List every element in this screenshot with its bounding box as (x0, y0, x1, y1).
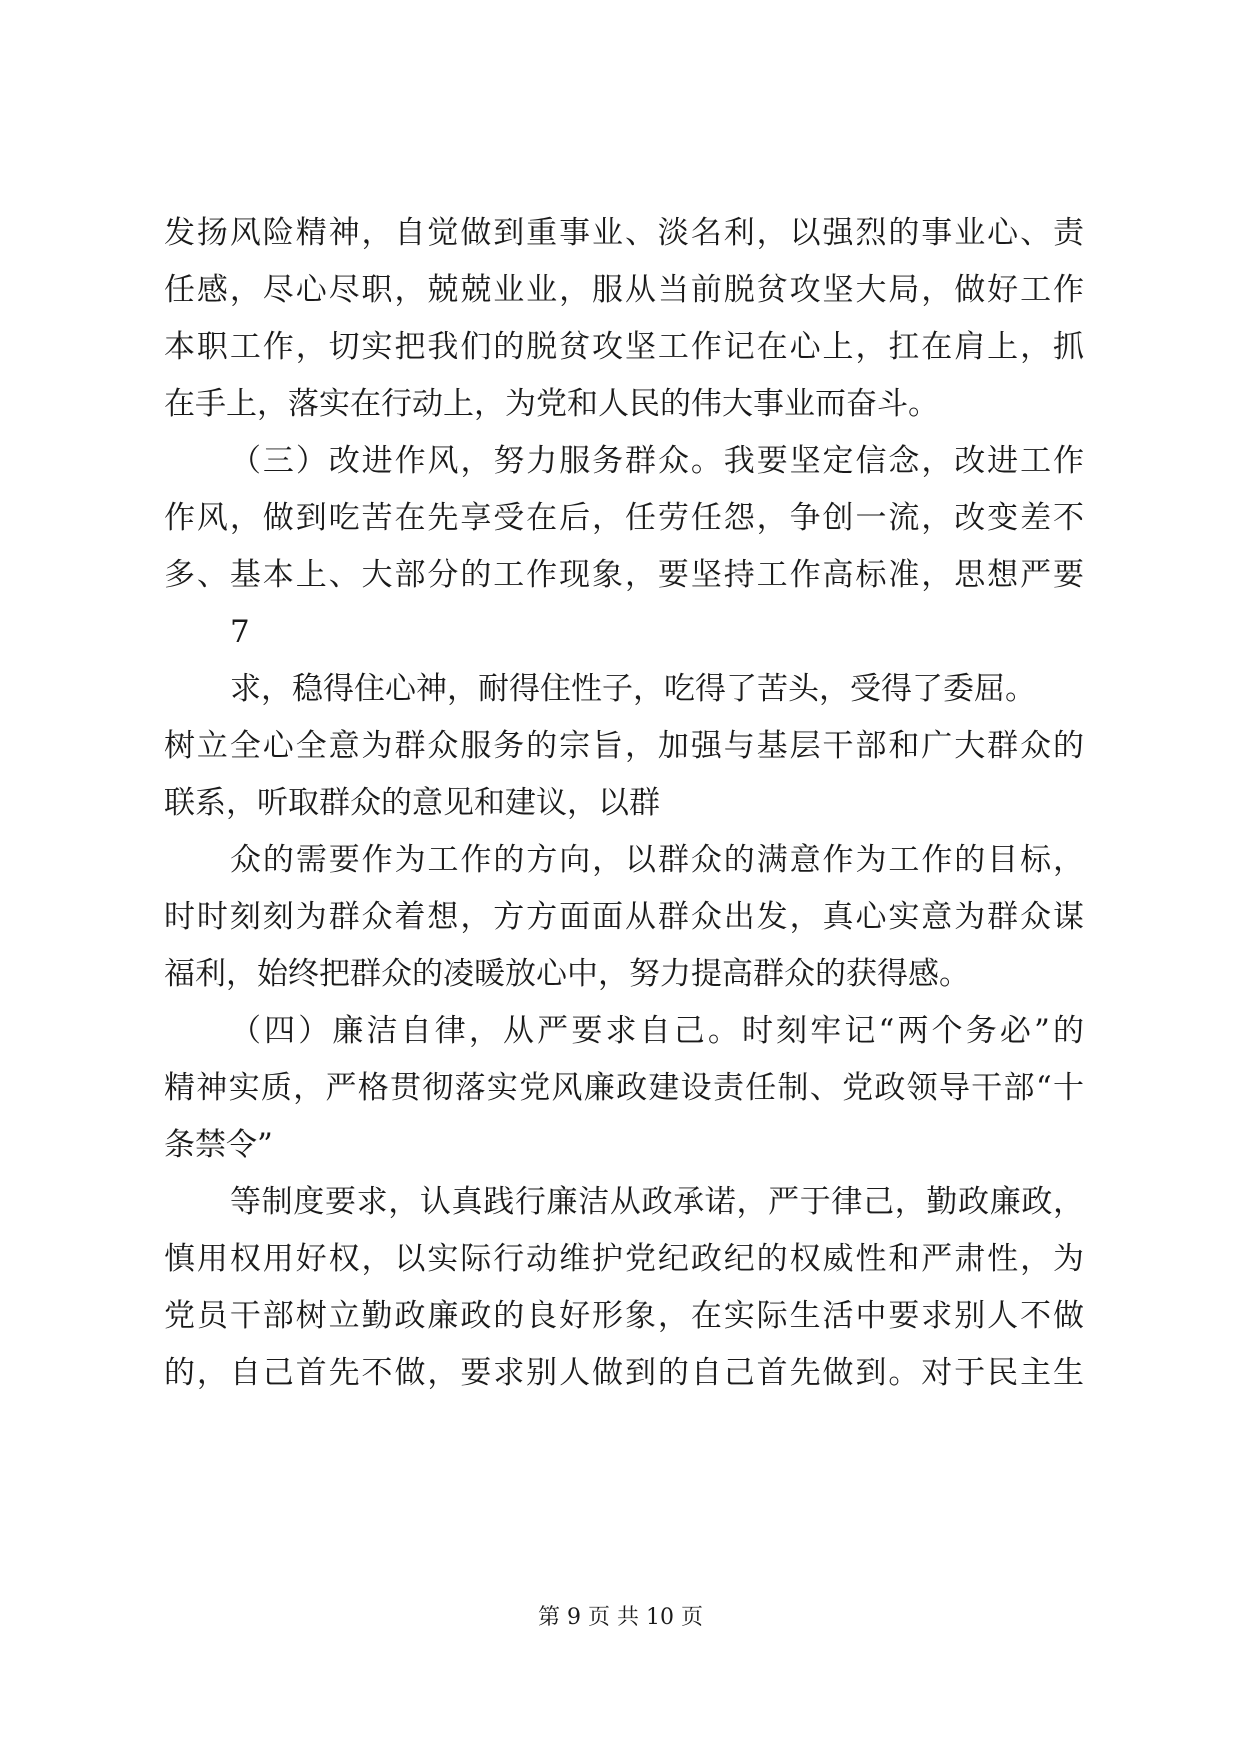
body-text-line: 联系，听取群众的意见和建议，以群 (164, 785, 660, 821)
body-text-line: 等制度要求，认真践行廉洁从政承诺，严于律己，勤政廉政， (230, 1184, 1084, 1220)
body-text-line: 多、基本上、大部分的工作现象，要坚持工作高标准，思想严要 (164, 557, 1084, 593)
body-text-line: 慎用权用好权，以实际行动维护党纪政纪的权威性和严肃性，为 (164, 1241, 1084, 1277)
body-text-line: 众的需要作为工作的方向，以群众的满意作为工作的目标， (230, 842, 1084, 878)
body-text-line: 本职工作，切实把我们的脱贫攻坚工作记在心上，扛在肩上，抓 (164, 329, 1084, 365)
body-text-line: 精神实质，严格贯彻落实党风廉政建设责任制、党政领导干部“十 (164, 1070, 1084, 1106)
body-text-line: 党员干部树立勤政廉政的良好形象，在实际生活中要求别人不做 (164, 1298, 1084, 1334)
body-text-line: 时时刻刻为群众着想，方方面面从群众出发，真心实意为群众谋 (164, 899, 1084, 935)
body-text-line: 树立全心全意为群众服务的宗旨，加强与基层干部和广大群众的 (164, 728, 1084, 764)
page-footer: 第 9 页 共 10 页 (538, 1605, 703, 1630)
body-text-line: 任感，尽心尽职，兢兢业业，服从当前脱贫攻坚大局，做好工作 (164, 272, 1084, 308)
body-text-line: 求，稳得住心神，耐得住性子，吃得了苦头，受得了委屈。 (230, 671, 1036, 707)
body-text-line: 福利，始终把群众的凌暖放心中，努力提高群众的获得感。 (164, 956, 970, 992)
body-text-line: （四）廉洁自律，从严要求自己。时刻牢记“两个务必”的 (230, 1013, 1084, 1049)
body-text-line: （三）改进作风，努力服务群众。我要坚定信念，改进工作 (230, 443, 1084, 479)
body-text-line: 发扬风险精神，自觉做到重事业、淡名利，以强烈的事业心、责 (164, 215, 1084, 251)
inline-page-number: 7 (230, 614, 250, 650)
body-text-line: 的，自己首先不做，要求别人做到的自己首先做到。对于民主生 (164, 1355, 1084, 1391)
body-text-line: 作风，做到吃苦在先享受在后，任劳任怨，争创一流，改变差不 (164, 500, 1084, 536)
body-text-line: 在手上，落实在行动上，为党和人民的伟大事业而奋斗。 (164, 386, 939, 422)
body-text-line: 条禁令” (164, 1127, 273, 1163)
